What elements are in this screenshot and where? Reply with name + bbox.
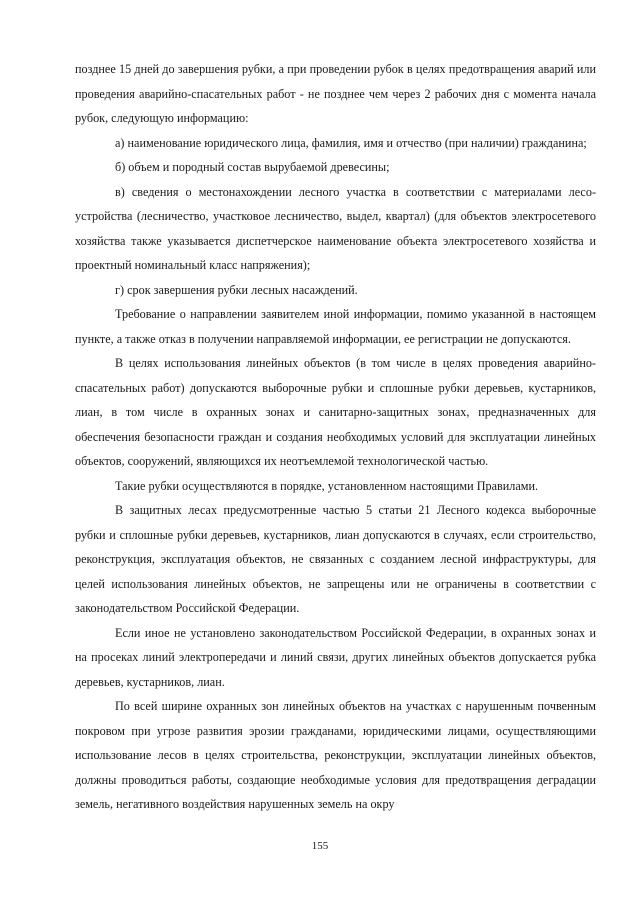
paragraph-linear-objects: В целях использования линейных объектов (в том числе в целях проведения аварийно-спасательных работ) допускаются выборочные рубки и сплошные рубки деревьев, кустарников, лиан, в том числе в охранных зонах и санитарно-защитных зонах, предназначенных для обеспечения безопасности граждан и создания необходимых условий для эксплуатации линейных объектов, сооружений, являющихся их неотъемлемой технологической частью. [75, 356, 596, 468]
paragraph-requirement: Требование о направлении заявителем иной информации, помимо указанной в настоящем пункте, а также отказ в получении направляемой информации, ее регистрации не допускаются. [75, 307, 596, 346]
page-number: 155 [311, 840, 329, 852]
document-page [75, 57, 596, 817]
paragraph-security-zones: Если иное не установлено законодательством Российской Федерации, в охранных зонах и на просеках линий электропередачи и линий связи, других линейных объектов допускается рубка деревьев, кустарников, лиан. [75, 625, 596, 689]
list-item-b: б) объем и породный состав вырубаемой древесины; [115, 160, 390, 174]
paragraph-protective-forests: В защитных лесах предусмотренные частью 5 статьи 21 Лесного кодекса выборочные рубки и сплошные рубки деревьев, кустарников, лиан допускаются в случаях, если строительство, реконструкция, эксплуатация объектов, не связанных с созданием лесной инфраструктуры, для целей использования линейных объектов, не запрещены или не ограничены в соответствии с законодательством Российской Федерации. [75, 503, 596, 615]
paragraph-erosion: По всей ширине охранных зон линейных объектов на участках с нарушенным почвенным покровом при угрозе развития эрозии гражданами, юридическими лицами, осуществляющими использование лесов в целях строительства, реконструкции, эксплуатации линейных объектов, должны проводиться работы, создающие необходимые условия для предотвращения деградации земель, негативного воздействия нарушенных земель на окру [75, 699, 596, 811]
list-item-a: а) наименование юридического лица, фамилия, имя и отчество (при наличии) гражданина; [115, 135, 587, 150]
list-item-d: г) срок завершения рубки лесных насаждений. [115, 282, 358, 297]
list-item-c: в) сведения о местонахождении лесного участка в соответствии с материалами лесоустройства (лесничество, участковое лесничество, выдел, квартал) (для объектов электросетевого хозяйства также указывается диспетчерское наименование объекта электросетевого хозяйства и проектный номинальный класс напряжения); [75, 184, 596, 272]
paragraph-procedure: Такие рубки осуществляются в порядке, установленном настоящими Правилами. [115, 478, 539, 493]
paragraph-continuation: позднее 15 дней до завершения рубки, а при проведении рубок в целях предотвращения аварий или проведения аварийно-спасательных работ - не позднее чем через 2 рабочих дня с момента начала рубок, следующую информацию: [75, 62, 596, 125]
